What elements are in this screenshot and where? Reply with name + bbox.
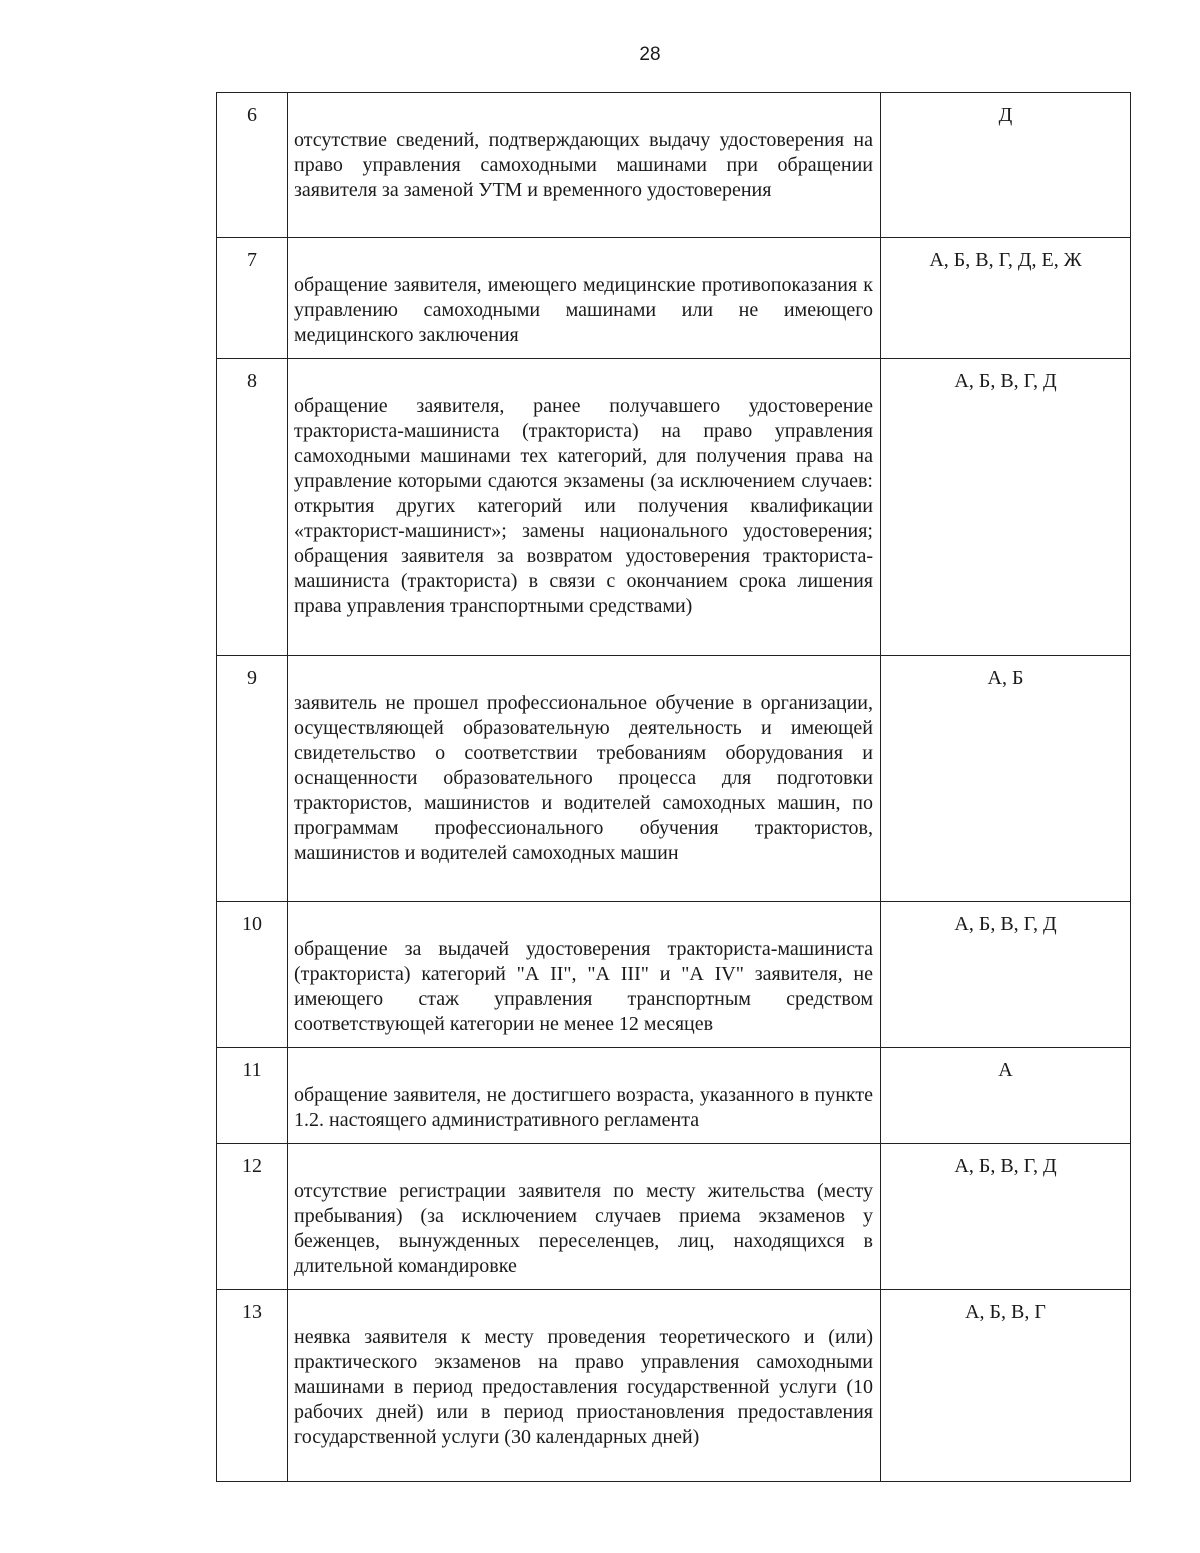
row-text: обращение за выдачей удостоверения тракториста-машиниста (тракториста) категорий "А II", "А III" и "А IV" заявителя, не имеющего стаж управления транспортным средством соответствующей категории не менее 12 месяцев	[288, 902, 881, 1048]
row-categories: А, Б, В, Г, Д	[881, 1144, 1131, 1290]
table-row	[217, 902, 1131, 1048]
row-categories: А, Б, В, Г, Д	[881, 359, 1131, 656]
table-row	[217, 656, 1131, 902]
row-categories: А	[881, 1048, 1131, 1144]
row-number: 7	[217, 238, 288, 359]
row-number: 10	[217, 902, 288, 1048]
row-categories: А, Б	[881, 656, 1131, 902]
row-categories: А, Б, В, Г, Д, Е, Ж	[881, 238, 1131, 359]
row-text: отсутствие сведений, подтверждающих выдачу удостоверения на право управления самоходными машинами при обращении заявителя за заменой УТМ и временного удостоверения	[288, 93, 881, 238]
row-text: отсутствие регистрации заявителя по месту жительства (месту пребывания) (за исключением случаев приема экзаменов у беженцев, вынужденных переселенцев, лиц, находящихся в длительной командировке	[288, 1144, 881, 1290]
table-row	[217, 93, 1131, 238]
row-categories: А, Б, В, Г, Д	[881, 902, 1131, 1048]
row-text: обращение заявителя, не достигшего возраста, указанного в пункте 1.2. настоящего административного регламента	[288, 1048, 881, 1144]
table-row	[217, 1048, 1131, 1144]
row-text: неявка заявителя к месту проведения теоретического и (или) практического экзаменов на право управления самоходными машинами в период предоставления государственной услуги (10 рабочих дней) или в период приостановления предоставления государственной услуги (30 календарных дней)	[288, 1290, 881, 1482]
table-row	[217, 359, 1131, 656]
grounds-table	[216, 92, 1131, 1482]
row-text: обращение заявителя, имеющего медицинские противопоказания к управлению самоходными машинами или не имеющего медицинского заключения	[288, 238, 881, 359]
row-text: обращение заявителя, ранее получавшего удостоверение тракториста-машиниста (тракториста) на право управления самоходными машинами тех категорий, для получения права на управление которыми сдаются экзамены (за исключением случаев: открытия других категорий или получения квалификации «тракторист-машинист»; замены национального удостоверения; обращения заявителя за возвратом удостоверения тракториста-машиниста (тракториста) в связи с окончанием срока лишения права управления транспортными средствами)	[288, 359, 881, 656]
row-number: 13	[217, 1290, 288, 1482]
row-categories: Д	[881, 93, 1131, 238]
row-number: 9	[217, 656, 288, 902]
row-number: 8	[217, 359, 288, 656]
row-number: 11	[217, 1048, 288, 1144]
row-number: 12	[217, 1144, 288, 1290]
row-number: 6	[217, 93, 288, 238]
row-text: заявитель не прошел профессиональное обучение в организации, осуществляющей образовательную деятельность и имеющей свидетельство о соответствии требованиям оборудования и оснащенности образовательного процесса для подготовки трактористов, машинистов и водителей самоходных машин, по программам профессионального обучения трактористов, машинистов и водителей самоходных машин	[288, 656, 881, 902]
table-row	[217, 238, 1131, 359]
table-row	[217, 1144, 1131, 1290]
table-row	[217, 1290, 1131, 1482]
page-number: 28	[639, 44, 661, 65]
row-categories: А, Б, В, Г	[881, 1290, 1131, 1482]
